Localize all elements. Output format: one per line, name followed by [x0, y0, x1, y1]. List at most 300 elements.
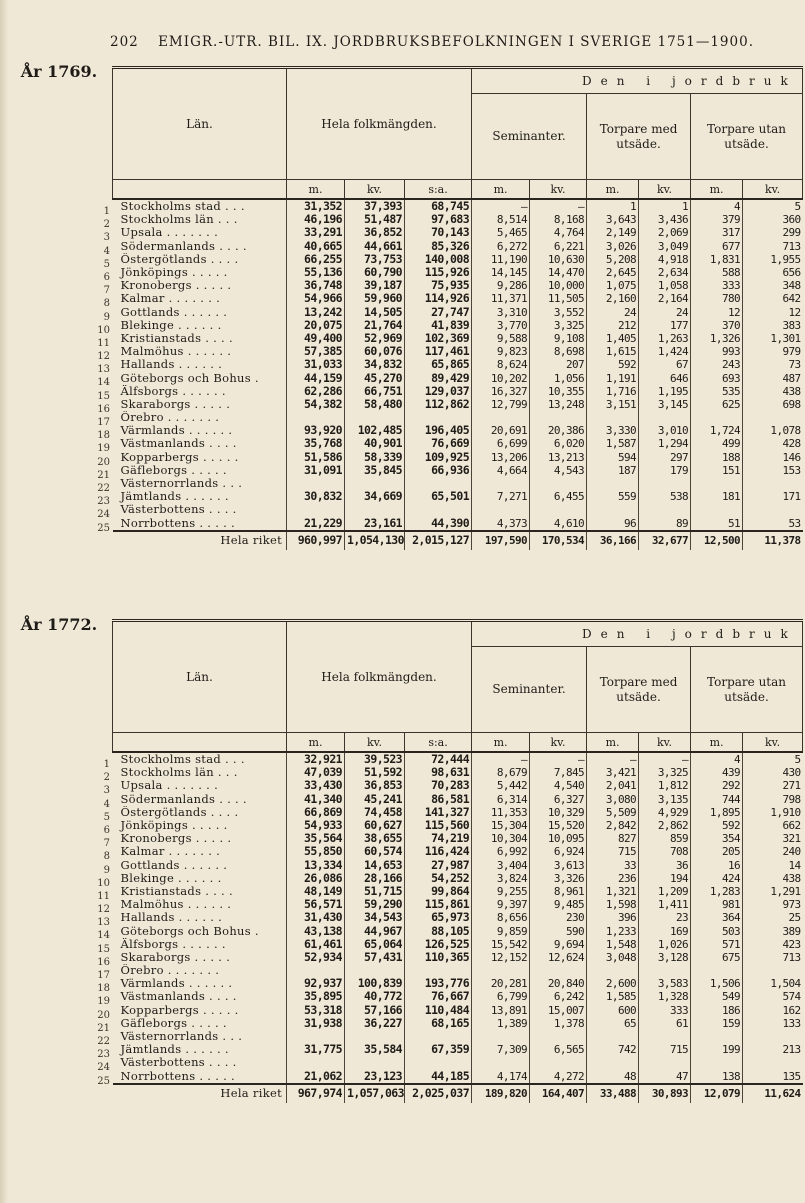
- cell-sem-m: 20,281: [472, 977, 530, 990]
- cell-tu-m: 675: [691, 951, 743, 964]
- cell-tm-m: 3,080: [587, 793, 639, 806]
- cell-sa: 27,747: [405, 306, 472, 319]
- cell-kv: 34,543: [345, 911, 405, 924]
- cell-m: 46,196: [287, 213, 345, 226]
- cell-sem-m: 3,824: [472, 872, 530, 885]
- lan-name: Stockholms stad . . .: [120, 199, 245, 214]
- cell-sem-m: 4,373: [472, 517, 530, 531]
- cell-sem-kv: 6,455: [530, 490, 587, 503]
- cell-tm-m: [587, 964, 639, 977]
- cell-sem-m: 4,174: [472, 1070, 530, 1084]
- cell-m: 49,400: [287, 332, 345, 345]
- cell-tm-kv: [639, 477, 691, 490]
- cell-sem-kv: 10,000: [530, 279, 587, 292]
- cell-tm-m: 2,149: [587, 226, 639, 239]
- cell-tu-m: [691, 411, 743, 424]
- page-number: 202: [110, 34, 139, 50]
- cell-sem-m: 8,679: [472, 766, 530, 779]
- total-m: 960,997: [287, 531, 345, 550]
- row-number: 7: [103, 285, 110, 297]
- row-number: 21: [97, 1022, 110, 1034]
- header-hela-folkmangden: Hela folkmängden.: [287, 621, 472, 733]
- cell-sa: 68,745: [405, 199, 472, 213]
- cell-sa: [405, 503, 472, 516]
- cell-sem-m: 5,465: [472, 226, 530, 239]
- cell-tu-kv: 213: [743, 1043, 803, 1056]
- cell-sem-kv: 10,095: [530, 832, 587, 845]
- lan-name: Gottlands . . . . . .: [120, 305, 228, 319]
- cell-tu-m: 16: [691, 859, 743, 872]
- cell-tu-kv: 25: [743, 911, 803, 924]
- lan-name: Kalmar . . . . . . .: [120, 292, 221, 306]
- cell-tm-m: 24: [587, 306, 639, 319]
- cell-sem-kv: 15,007: [530, 1004, 587, 1017]
- cell-sa: 126,525: [405, 938, 472, 951]
- table-row: [113, 411, 803, 424]
- cell-sa: 66,936: [405, 464, 472, 477]
- cell-m: 33,430: [287, 779, 345, 792]
- cell-tu-m: 780: [691, 292, 743, 305]
- cell-tm-m: 2,041: [587, 779, 639, 792]
- cell-kv: 57,166: [345, 1004, 405, 1017]
- cell-tm-kv: 24: [639, 306, 691, 319]
- cell-sem-kv: [530, 411, 587, 424]
- cell-sem-kv: 7,845: [530, 766, 587, 779]
- cell-sem-kv: 12,624: [530, 951, 587, 964]
- total-tu-m: 12,079: [691, 1084, 743, 1103]
- table-row: [113, 766, 803, 779]
- cell-kv: 44,967: [345, 924, 405, 937]
- cell-sa: 110,365: [405, 951, 472, 964]
- cell-tu-kv: 299: [743, 226, 803, 239]
- row-number: 4: [103, 245, 110, 257]
- cell-sem-m: [472, 411, 530, 424]
- subheader-kv: kv.: [639, 180, 691, 200]
- lan-name: Kronobergs . . . . .: [120, 832, 232, 846]
- cell-m: 35,768: [287, 437, 345, 450]
- cell-sem-m: 7,309: [472, 1043, 530, 1056]
- cell-tu-m: 677: [691, 240, 743, 253]
- cell-sem-m: —: [472, 752, 530, 766]
- table-row: [113, 1056, 803, 1069]
- cell-sem-kv: 4,272: [530, 1070, 587, 1084]
- subheader-kv: kv.: [530, 733, 587, 753]
- cell-tu-m: 625: [691, 398, 743, 411]
- cell-tm-m: 236: [587, 872, 639, 885]
- cell-sem-m: [472, 964, 530, 977]
- cell-kv: 21,764: [345, 319, 405, 332]
- cell-tm-kv: 169: [639, 924, 691, 937]
- cell-m: 41,340: [287, 793, 345, 806]
- total-row: [113, 1084, 803, 1103]
- row-number: 5: [103, 258, 110, 270]
- cell-tu-m: 993: [691, 345, 743, 358]
- cell-tu-kv: 1,955: [743, 253, 803, 266]
- cell-sa: 116,424: [405, 845, 472, 858]
- row-number: 16: [97, 956, 110, 968]
- table-row: [113, 859, 803, 872]
- cell-tm-m: 1,585: [587, 990, 639, 1003]
- cell-sem-m: 8,624: [472, 358, 530, 371]
- lan-name: Göteborgs och Bohus .: [120, 924, 259, 938]
- cell-kv: 36,853: [345, 779, 405, 792]
- subheader-kv: kv.: [345, 180, 405, 200]
- cell-m: 40,665: [287, 240, 345, 253]
- cell-sem-m: 8,656: [472, 911, 530, 924]
- cell-tu-m: 51: [691, 517, 743, 531]
- cell-sa: 129,037: [405, 385, 472, 398]
- cell-kv: [345, 1030, 405, 1043]
- cell-tu-m: 12: [691, 306, 743, 319]
- table-row: [113, 424, 803, 437]
- cell-sem-kv: 4,764: [530, 226, 587, 239]
- cell-sa: 41,839: [405, 319, 472, 332]
- cell-m: 55,136: [287, 266, 345, 279]
- cell-kv: 51,592: [345, 766, 405, 779]
- row-number: 15: [97, 390, 110, 402]
- cell-tm-kv: 4,918: [639, 253, 691, 266]
- table-row: [113, 1004, 803, 1017]
- lan-name: Jämtlands . . . . . .: [120, 490, 229, 504]
- row-number: 25: [97, 1075, 110, 1087]
- cell-sem-kv: 8,698: [530, 345, 587, 358]
- lan-name: Jönköpings . . . . .: [120, 265, 228, 280]
- row-number: 11: [97, 890, 110, 902]
- table-row: [113, 885, 803, 898]
- cell-sem-m: [472, 477, 530, 490]
- header-torpare-med-utsade: Torpare med utsäde.: [587, 94, 691, 180]
- cell-sa: 27,987: [405, 859, 472, 872]
- cell-kv: 58,480: [345, 398, 405, 411]
- cell-tu-m: 439: [691, 766, 743, 779]
- cell-sem-kv: 8,168: [530, 213, 587, 226]
- row-number: 10: [97, 877, 110, 889]
- cell-sem-m: 3,404: [472, 859, 530, 872]
- cell-sem-m: [472, 1030, 530, 1043]
- table-row: [113, 752, 803, 766]
- cell-tu-kv: 146: [743, 451, 803, 464]
- total-row: [113, 531, 803, 550]
- cell-sem-m: 15,304: [472, 819, 530, 832]
- cell-tu-m: 4: [691, 199, 743, 213]
- cell-m: 13,242: [287, 306, 345, 319]
- lan-name: Blekinge . . . . . .: [120, 318, 222, 332]
- running-header: [110, 34, 800, 56]
- cell-m: [287, 503, 345, 516]
- cell-sem-m: 10,304: [472, 832, 530, 845]
- cell-kv: 100,839: [345, 977, 405, 990]
- cell-sem-kv: —: [530, 752, 587, 766]
- cell-sem-kv: 20,840: [530, 977, 587, 990]
- total-m: 967,974: [287, 1084, 345, 1103]
- cell-sa: 110,484: [405, 1004, 472, 1017]
- cell-tu-kv: 240: [743, 845, 803, 858]
- cell-tu-kv: 713: [743, 951, 803, 964]
- row-number: 3: [103, 232, 110, 244]
- cell-sem-kv: 13,213: [530, 451, 587, 464]
- row-number: 8: [103, 851, 110, 863]
- cell-tu-kv: 360: [743, 213, 803, 226]
- cell-tu-kv: 1,078: [743, 424, 803, 437]
- cell-sem-m: 6,272: [472, 240, 530, 253]
- cell-tu-kv: 389: [743, 924, 803, 937]
- cell-sem-kv: 9,485: [530, 898, 587, 911]
- cell-tm-m: 1,615: [587, 345, 639, 358]
- cell-tm-m: 5,509: [587, 806, 639, 819]
- cell-tu-kv: 1,910: [743, 806, 803, 819]
- row-number: 14: [97, 930, 110, 942]
- lan-name: Västerbottens . . . .: [120, 503, 237, 517]
- cell-m: 51,586: [287, 451, 345, 464]
- cell-tu-kv: 656: [743, 266, 803, 279]
- lan-name: Upsala . . . . . . .: [120, 226, 219, 240]
- cell-kv: 45,241: [345, 793, 405, 806]
- cell-sa: 70,283: [405, 779, 472, 792]
- row-number: 6: [103, 824, 110, 836]
- cell-tm-m: [587, 503, 639, 516]
- cell-tu-m: 354: [691, 832, 743, 845]
- row-number: 19: [97, 996, 110, 1008]
- cell-kv: 51,487: [345, 213, 405, 226]
- cell-kv: 36,852: [345, 226, 405, 239]
- cell-sem-m: —: [472, 199, 530, 213]
- cell-sem-kv: 10,630: [530, 253, 587, 266]
- cell-sem-kv: [530, 503, 587, 516]
- cell-tu-m: 186: [691, 1004, 743, 1017]
- cell-sem-kv: 15,520: [530, 819, 587, 832]
- table-row: [113, 819, 803, 832]
- row-number: 17: [97, 417, 110, 428]
- cell-sa: 115,926: [405, 266, 472, 279]
- cell-sa: [405, 477, 472, 490]
- cell-tu-kv: 171: [743, 490, 803, 503]
- cell-tm-kv: 1,294: [639, 437, 691, 450]
- cell-m: 13,334: [287, 859, 345, 872]
- cell-sem-kv: 6,221: [530, 240, 587, 253]
- cell-sa: 75,935: [405, 279, 472, 292]
- cell-kv: 44,661: [345, 240, 405, 253]
- cell-tu-m: [691, 477, 743, 490]
- table-row: [113, 990, 803, 1003]
- cell-tm-kv: 47: [639, 1070, 691, 1084]
- cell-sa: 99,864: [405, 885, 472, 898]
- total-tm-m: 33,488: [587, 1084, 639, 1103]
- lan-name: Stockholms län . . .: [120, 766, 238, 780]
- cell-tu-m: 503: [691, 924, 743, 937]
- cell-tm-kv: 1,195: [639, 385, 691, 398]
- cell-tu-m: 588: [691, 266, 743, 279]
- table-row: [113, 464, 803, 477]
- lan-name: Hallands . . . . . .: [120, 358, 223, 372]
- cell-tu-kv: 798: [743, 793, 803, 806]
- cell-kv: [345, 1056, 405, 1069]
- subheader-m: m.: [587, 180, 639, 200]
- cell-tm-m: 96: [587, 517, 639, 531]
- cell-m: 26,086: [287, 872, 345, 885]
- cell-sem-m: 11,371: [472, 292, 530, 305]
- cell-tm-m: 65: [587, 1017, 639, 1030]
- row-number: 11: [97, 337, 110, 349]
- cell-sem-kv: —: [530, 199, 587, 213]
- cell-sem-kv: 3,325: [530, 319, 587, 332]
- cell-sa: 102,369: [405, 332, 472, 345]
- cell-sem-m: 11,190: [472, 253, 530, 266]
- cell-sem-m: 10,202: [472, 371, 530, 384]
- cell-tm-kv: [639, 411, 691, 424]
- subheader-m: m.: [472, 733, 530, 753]
- cell-tm-m: [587, 477, 639, 490]
- cell-kv: 14,505: [345, 306, 405, 319]
- cell-m: 61,461: [287, 938, 345, 951]
- cell-m: 66,255: [287, 253, 345, 266]
- cell-m: 92,937: [287, 977, 345, 990]
- cell-sem-m: 9,397: [472, 898, 530, 911]
- cell-sem-kv: 3,552: [530, 306, 587, 319]
- cell-sa: 193,776: [405, 977, 472, 990]
- lan-name: Skaraborgs . . . . .: [120, 397, 231, 411]
- cell-kv: 60,076: [345, 345, 405, 358]
- cell-tm-kv: 2,634: [639, 266, 691, 279]
- cell-tu-kv: [743, 411, 803, 424]
- cell-sa: 67,359: [405, 1043, 472, 1056]
- cell-tu-kv: 698: [743, 398, 803, 411]
- cell-tu-kv: 662: [743, 819, 803, 832]
- cell-tu-kv: 487: [743, 371, 803, 384]
- cell-tu-m: 138: [691, 1070, 743, 1084]
- total-kv: 1,057,063: [345, 1084, 405, 1103]
- lan-name: Gottlands . . . . . .: [120, 858, 228, 872]
- lan-name: Södermanlands . . . .: [120, 792, 247, 806]
- cell-tu-kv: 53: [743, 517, 803, 531]
- total-tu-kv: 11,624: [743, 1084, 803, 1103]
- cell-sa: 98,631: [405, 766, 472, 779]
- cell-sa: [405, 964, 472, 977]
- subheader-m: m.: [691, 180, 743, 200]
- cell-tm-kv: 1,411: [639, 898, 691, 911]
- lan-name: Västernorrlands . . .: [120, 476, 243, 491]
- cell-sem-kv: 8,961: [530, 885, 587, 898]
- cell-tu-m: 1,724: [691, 424, 743, 437]
- cell-sa: 44,185: [405, 1070, 472, 1084]
- lan-name: Västernorrlands . . .: [120, 1029, 243, 1044]
- cell-sem-kv: 20,386: [530, 424, 587, 437]
- cell-tm-kv: 2,862: [639, 819, 691, 832]
- cell-sem-kv: [530, 964, 587, 977]
- cell-tm-m: 827: [587, 832, 639, 845]
- cell-tm-kv: 1,058: [639, 279, 691, 292]
- subheader-sa: s:a.: [405, 733, 472, 753]
- cell-tu-m: 188: [691, 451, 743, 464]
- cell-kv: 52,969: [345, 332, 405, 345]
- cell-kv: 37,393: [345, 199, 405, 213]
- cell-kv: 23,123: [345, 1070, 405, 1084]
- cell-tm-kv: 297: [639, 451, 691, 464]
- row-number: 16: [97, 403, 110, 415]
- table-row: [113, 779, 803, 792]
- cell-tm-m: 2,160: [587, 292, 639, 305]
- cell-sem-kv: 590: [530, 924, 587, 937]
- cell-sem-m: [472, 1056, 530, 1069]
- cell-tu-kv: 14: [743, 859, 803, 872]
- cell-sem-m: 13,891: [472, 1004, 530, 1017]
- lan-name: Östergötlands . . . .: [120, 805, 239, 819]
- cell-sem-m: 9,255: [472, 885, 530, 898]
- cell-m: 36,748: [287, 279, 345, 292]
- row-number: 22: [97, 1035, 110, 1047]
- lan-name: Västmanlands . . . .: [120, 437, 237, 451]
- total-kv: 1,054,130: [345, 531, 405, 550]
- cell-tu-m: 1,895: [691, 806, 743, 819]
- table-row: [113, 1017, 803, 1030]
- cell-tu-m: 535: [691, 385, 743, 398]
- cell-tu-m: 379: [691, 213, 743, 226]
- cell-sem-kv: [530, 1056, 587, 1069]
- table-row: [113, 490, 803, 503]
- cell-tm-kv: 36: [639, 859, 691, 872]
- table-row: [113, 266, 803, 279]
- table-row: [113, 398, 803, 411]
- cell-tm-m: 1,191: [587, 371, 639, 384]
- row-number: 12: [97, 904, 110, 916]
- table-row: [113, 872, 803, 885]
- cell-sa: 115,861: [405, 898, 472, 911]
- header-blank: [113, 180, 287, 200]
- cell-tm-m: 1,321: [587, 885, 639, 898]
- cell-kv: 58,339: [345, 451, 405, 464]
- row-numbers-1769: [88, 205, 110, 535]
- cell-tm-kv: 1,328: [639, 990, 691, 1003]
- cell-tu-m: 549: [691, 990, 743, 1003]
- cell-tm-kv: 67: [639, 358, 691, 371]
- row-number: 2: [103, 219, 110, 231]
- cell-tu-kv: 438: [743, 872, 803, 885]
- cell-sem-kv: 9,108: [530, 332, 587, 345]
- table-row: [113, 911, 803, 924]
- cell-tm-m: 187: [587, 464, 639, 477]
- cell-m: [287, 411, 345, 424]
- cell-m: 31,938: [287, 1017, 345, 1030]
- cell-tu-kv: 162: [743, 1004, 803, 1017]
- cell-tu-kv: 348: [743, 279, 803, 292]
- cell-tu-kv: 574: [743, 990, 803, 1003]
- cell-kv: 60,627: [345, 819, 405, 832]
- table-row: [113, 306, 803, 319]
- table-row: [113, 1030, 803, 1043]
- total-sem-m: 197,590: [472, 531, 530, 550]
- lan-name: Upsala . . . . . . .: [120, 779, 219, 793]
- cell-m: 21,229: [287, 517, 345, 531]
- table-row: [113, 477, 803, 490]
- cell-tm-kv: 177: [639, 319, 691, 332]
- cell-kv: 59,960: [345, 292, 405, 305]
- cell-tm-m: —: [587, 752, 639, 766]
- header-lan: Län.: [113, 621, 287, 733]
- lan-name: Malmöhus . . . . . .: [120, 898, 232, 912]
- cell-kv: 45,270: [345, 371, 405, 384]
- lan-name: Skaraborgs . . . . .: [120, 950, 231, 964]
- lan-name: Älfsborgs . . . . . .: [120, 384, 226, 398]
- table-row: [113, 371, 803, 384]
- cell-tm-m: 3,048: [587, 951, 639, 964]
- cell-tu-kv: 1,291: [743, 885, 803, 898]
- cell-kv: 39,187: [345, 279, 405, 292]
- cell-tm-m: 742: [587, 1043, 639, 1056]
- cell-tu-kv: 430: [743, 766, 803, 779]
- lan-name: Värmlands . . . . . .: [120, 977, 233, 991]
- cell-tm-m: 594: [587, 451, 639, 464]
- row-number: 9: [103, 311, 110, 323]
- lan-name: Kopparbergs . . . . .: [120, 1003, 239, 1017]
